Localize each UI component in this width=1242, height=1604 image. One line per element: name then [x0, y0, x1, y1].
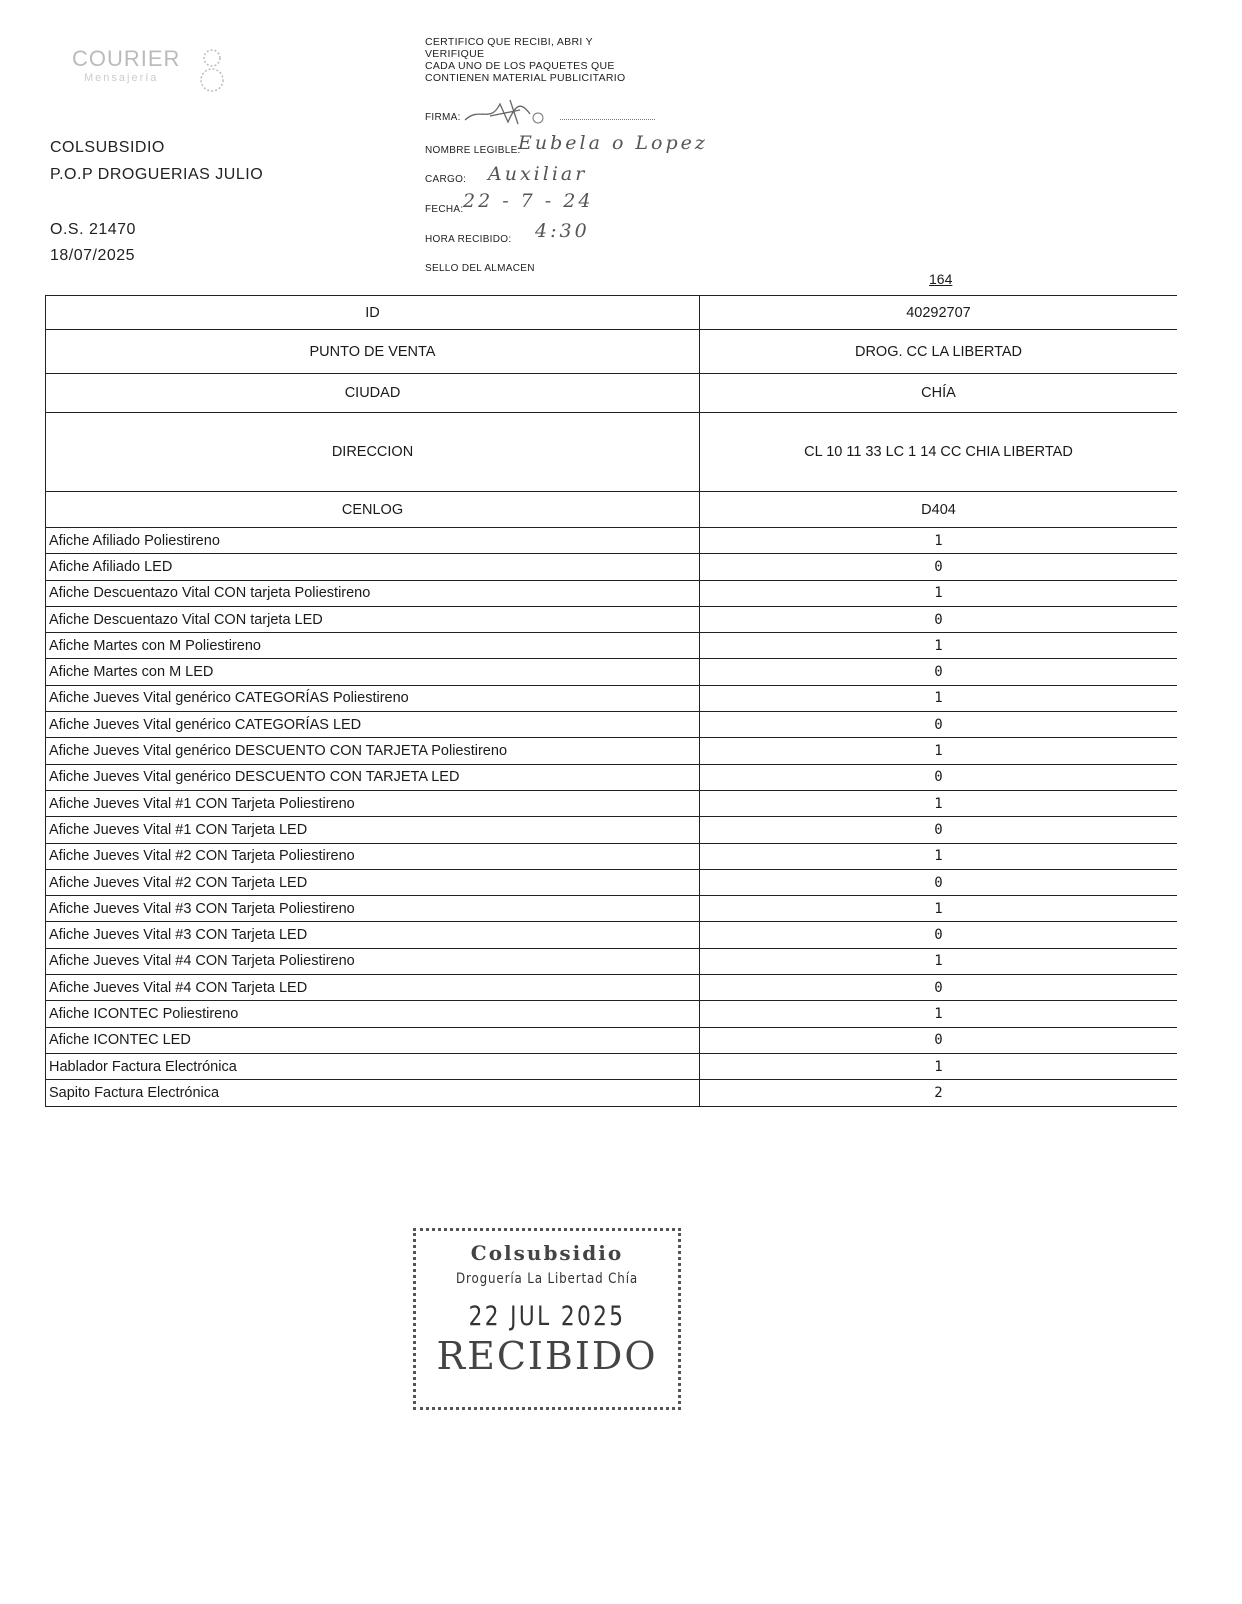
- sello-label: SELLO DEL ALMACEN: [425, 263, 535, 274]
- item-name: Afiche Jueves Vital genérico DESCUENTO CON TARJETA LED: [46, 764, 700, 790]
- item-name: Afiche Afiliado LED: [46, 554, 700, 580]
- item-quantity: 1: [700, 685, 1178, 711]
- info-label: PUNTO DE VENTA: [46, 330, 700, 374]
- info-row-id: [46, 296, 1178, 330]
- item-row: [46, 712, 1178, 738]
- cert-line4: CONTIENEN MATERIAL PUBLICITARIO: [425, 72, 626, 84]
- cargo-value: Auxiliar: [488, 163, 588, 185]
- item-row: [46, 528, 1178, 554]
- item-quantity: 1: [700, 790, 1178, 816]
- cargo-label: CARGO:: [425, 174, 467, 185]
- item-name: Afiche ICONTEC Poliestireno: [46, 1001, 700, 1027]
- info-label: ID: [46, 296, 700, 330]
- fecha-label: FECHA:: [425, 204, 464, 215]
- item-row: [46, 1053, 1178, 1079]
- item-row: [46, 817, 1178, 843]
- item-row: [46, 869, 1178, 895]
- item-quantity: 1: [700, 843, 1178, 869]
- stamp-store: Droguería La Libertad Chía: [455, 1271, 639, 1287]
- item-name: Afiche Jueves Vital genérico DESCUENTO CON TARJETA Poliestireno: [46, 738, 700, 764]
- item-quantity: 1: [700, 1053, 1178, 1079]
- item-row: [46, 659, 1178, 685]
- item-name: Afiche Descuentazo Vital CON tarjeta Poliestireno: [46, 580, 700, 606]
- item-row: [46, 633, 1178, 659]
- info-row-punto-de-venta: [46, 330, 1178, 374]
- item-name: Hablador Factura Electrónica: [46, 1053, 700, 1079]
- item-quantity: 1: [700, 948, 1178, 974]
- info-value: 40292707: [700, 296, 1178, 330]
- item-row: [46, 606, 1178, 632]
- item-quantity: 1: [700, 896, 1178, 922]
- item-quantity: 1: [700, 738, 1178, 764]
- nombre-value: Eubela o Lopez: [518, 132, 708, 154]
- item-quantity: 1: [700, 633, 1178, 659]
- received-stamp: [413, 1228, 681, 1410]
- courier-logo: [72, 46, 232, 98]
- item-name: Afiche Descuentazo Vital CON tarjeta LED: [46, 606, 700, 632]
- document-date: 18/07/2025: [50, 247, 136, 264]
- info-row-ciudad: [46, 374, 1178, 413]
- item-name: Afiche Martes con M Poliestireno: [46, 633, 700, 659]
- item-row: [46, 1080, 1178, 1106]
- stamp-date: 22 JUL 2025: [468, 1301, 626, 1332]
- certification-text: [425, 36, 625, 84]
- item-row: [46, 764, 1178, 790]
- stamp-status: RECIBIDO: [436, 1334, 658, 1378]
- item-row: [46, 948, 1178, 974]
- info-value: D404: [700, 492, 1178, 528]
- item-row: [46, 1027, 1178, 1053]
- item-row: [46, 896, 1178, 922]
- info-value: CHÍA: [700, 374, 1178, 413]
- delivery-table: [45, 295, 1177, 1107]
- item-name: Afiche Jueves Vital #3 CON Tarjeta LED: [46, 922, 700, 948]
- logo-line1: COURIER: [72, 46, 181, 71]
- item-name: Afiche Jueves Vital #2 CON Tarjeta LED: [46, 869, 700, 895]
- info-label: DIRECCION: [46, 413, 700, 492]
- item-name: Afiche Jueves Vital #3 CON Tarjeta Poliestireno: [46, 896, 700, 922]
- item-row: [46, 738, 1178, 764]
- item-row: [46, 685, 1178, 711]
- hora-label: HORA RECIBIDO:: [425, 234, 512, 245]
- items-list: [46, 528, 1178, 1107]
- item-quantity: 1: [700, 1001, 1178, 1027]
- item-name: Afiche Jueves Vital #4 CON Tarjeta LED: [46, 975, 700, 1001]
- item-name: Afiche Martes con M LED: [46, 659, 700, 685]
- item-name: Afiche Jueves Vital #4 CON Tarjeta Poliestireno: [46, 948, 700, 974]
- item-quantity: 0: [700, 922, 1178, 948]
- stamp-brand: Colsubsidio: [470, 1241, 624, 1265]
- item-name: Afiche Jueves Vital genérico CATEGORÍAS LED: [46, 712, 700, 738]
- info-value: CL 10 11 33 LC 1 14 CC CHIA LIBERTAD: [700, 413, 1178, 492]
- info-row-direccion: [46, 413, 1178, 492]
- hora-value: 4:30: [535, 220, 590, 242]
- firma-label: FIRMA:: [425, 112, 461, 123]
- item-quantity: 1: [700, 528, 1178, 554]
- nombre-label: NOMBRE LEGIBLE:: [425, 145, 521, 156]
- order-number: O.S. 21470: [50, 221, 136, 238]
- item-name: Afiche ICONTEC LED: [46, 1027, 700, 1053]
- item-name: Afiche Jueves Vital #1 CON Tarjeta Poliestireno: [46, 790, 700, 816]
- item-name: Afiche Jueves Vital #2 CON Tarjeta Poliestireno: [46, 843, 700, 869]
- item-name: Sapito Factura Electrónica: [46, 1080, 700, 1106]
- item-quantity: 0: [700, 659, 1178, 685]
- page-number: 164: [929, 271, 953, 287]
- fecha-value: 22 - 7 - 24: [463, 190, 594, 212]
- info-row-cenlog: [46, 492, 1178, 528]
- item-quantity: 0: [700, 869, 1178, 895]
- item-row: [46, 843, 1178, 869]
- item-quantity: 0: [700, 817, 1178, 843]
- item-quantity: 0: [700, 1027, 1178, 1053]
- item-name: Afiche Jueves Vital #1 CON Tarjeta LED: [46, 817, 700, 843]
- item-quantity: 0: [700, 712, 1178, 738]
- info-label: CENLOG: [46, 492, 700, 528]
- cert-line1: CERTIFICO QUE RECIBI, ABRI Y: [425, 36, 593, 48]
- item-row: [46, 790, 1178, 816]
- item-quantity: 0: [700, 554, 1178, 580]
- item-row: [46, 975, 1178, 1001]
- item-quantity: 1: [700, 580, 1178, 606]
- item-quantity: 0: [700, 606, 1178, 632]
- info-label: CIUDAD: [46, 374, 700, 413]
- campaign-name: P.O.P DROGUERIAS JULIO: [50, 166, 264, 183]
- item-row: [46, 1001, 1178, 1027]
- item-name: Afiche Jueves Vital genérico CATEGORÍAS Poliestireno: [46, 685, 700, 711]
- company-name: COLSUBSIDIO: [50, 139, 165, 156]
- firma-line: [560, 119, 655, 120]
- logo-ampersand-icon: [196, 46, 230, 94]
- item-quantity: 0: [700, 764, 1178, 790]
- item-row: [46, 580, 1178, 606]
- info-value: DROG. CC LA LIBERTAD: [700, 330, 1178, 374]
- item-row: [46, 922, 1178, 948]
- cert-line2: VERIFIQUE: [425, 48, 485, 60]
- cert-line3: CADA UNO DE LOS PAQUETES QUE: [425, 60, 615, 72]
- item-quantity: 0: [700, 975, 1178, 1001]
- item-name: Afiche Afiliado Poliestireno: [46, 528, 700, 554]
- logo-line2: Mensajería: [84, 72, 159, 84]
- item-row: [46, 554, 1178, 580]
- item-quantity: 2: [700, 1080, 1178, 1106]
- signature-scribble: [460, 96, 550, 128]
